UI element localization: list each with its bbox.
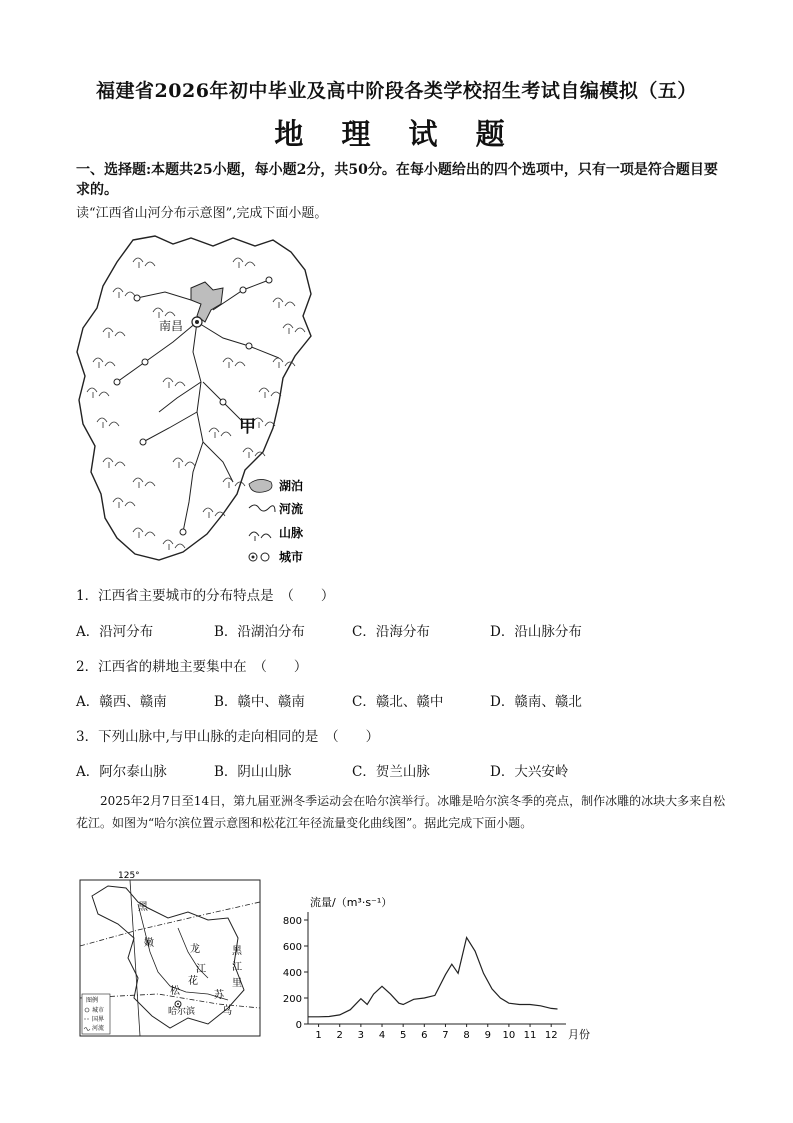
x-tick-label: 1	[315, 1030, 322, 1041]
harbin-map	[78, 868, 268, 1038]
chart-ylabel: 流量/（m³·s⁻¹）	[310, 896, 393, 909]
runoff-line	[308, 938, 558, 1017]
x-tick-label: 4	[378, 1030, 386, 1041]
lake-icon	[249, 479, 272, 492]
map-label-nen: 嫩	[144, 938, 154, 949]
city-icon	[249, 553, 269, 561]
question-1: 1．江西省主要城市的分布特点是 （ ）	[76, 588, 335, 604]
x-tick-label: 11	[523, 1030, 537, 1041]
map-label-hei-2: 黑	[232, 946, 242, 957]
legend-city: 城市	[92, 1007, 105, 1014]
legend-mountain: 山脉	[279, 526, 304, 540]
x-tick-label: 5	[399, 1030, 407, 1041]
y-tick-label: 400	[282, 968, 302, 979]
section-heading: 一、选择题:本题共25小题，每小题2分，共50分。在每小题给出的四个选项中，只有一项是符合题目要求的。	[76, 162, 718, 198]
map-label-harbin: 哈尔滨	[168, 1007, 196, 1017]
legend-title: 图例	[86, 997, 99, 1004]
chart-xlabel: 月份	[568, 1028, 590, 1041]
x-tick-label: 10	[502, 1030, 516, 1041]
x-tick-label: 6	[421, 1030, 428, 1041]
q3-option-a[interactable]: A．阿尔泰山脉	[76, 764, 167, 780]
exam-title: 福建省2026年初中毕业及高中阶段各类学校招生考试自编模拟（五）	[96, 80, 697, 102]
map-label-hua: 花	[188, 976, 198, 987]
city-markers	[114, 277, 272, 535]
y-tick-label: 200	[282, 994, 302, 1005]
runoff-chart	[270, 890, 600, 1050]
x-tick-label: 2	[336, 1030, 343, 1041]
capital-city-icon	[192, 317, 202, 327]
map-label-su: 苏	[214, 990, 224, 1001]
mountain-icon	[249, 532, 271, 541]
map-label-jiang-1: 江	[196, 964, 206, 975]
legend-river: 河流	[92, 1025, 105, 1032]
q1-option-c[interactable]: C．沿海分布	[352, 624, 430, 640]
harbin-map-legend	[82, 994, 110, 1034]
map-label-song: 松	[170, 986, 180, 997]
question-3: 3．下列山脉中,与甲山脉的走向相同的是 （ ）	[76, 729, 380, 745]
x-tick-label: 3	[357, 1030, 365, 1041]
mountain-jia-label: 甲	[239, 417, 256, 437]
passage-harbin: 2025年2月7日至14日，第九届亚洲冬季运动会在哈尔滨举行。冰雕是哈尔滨冬季的亮点，制作冰雕的冰块大多来自松花江。如图为“哈尔滨位置示意图和松花江年径流量变化曲线图”。据此完成下面小题。	[76, 794, 726, 830]
river-icon	[249, 505, 275, 512]
x-tick-label: 8	[463, 1030, 470, 1041]
q3-option-b[interactable]: B．阴山山脉	[214, 764, 292, 780]
x-tick-label: 9	[484, 1030, 491, 1041]
y-tick-label: 600	[282, 942, 302, 953]
y-tick-label: 800	[282, 916, 302, 927]
province-outline	[77, 236, 311, 560]
q1-option-a[interactable]: A．沿河分布	[76, 624, 154, 640]
map-label-long: 龙	[190, 944, 200, 955]
subject-title: 地 理 试 题	[274, 117, 519, 151]
jiangxi-map	[73, 232, 315, 564]
map-legend	[249, 478, 304, 564]
nanchang-label: 南昌	[159, 319, 184, 333]
q3-option-c[interactable]: C．贺兰山脉	[352, 764, 430, 780]
q2-option-b[interactable]: B．赣中、赣南	[214, 694, 305, 710]
x-tick-label: 7	[442, 1030, 449, 1041]
section-intro: 读“江西省山河分布示意图”,完成下面小题。	[76, 206, 328, 221]
legend-lake: 湖泊	[279, 479, 304, 493]
longitude-label: 125°	[118, 871, 140, 881]
q2-option-c[interactable]: C．赣北、赣中	[352, 694, 444, 710]
map-label-li: 里	[232, 978, 242, 989]
map-label-jiang-2: 江	[232, 962, 242, 973]
q1-option-d[interactable]: D．沿山脉分布	[490, 624, 582, 640]
legend-city: 城市	[279, 550, 304, 564]
q2-option-a[interactable]: A．赣西、赣南	[76, 694, 167, 710]
q1-option-b[interactable]: B．沿湖泊分布	[214, 624, 305, 640]
q2-option-d[interactable]: D．赣南、赣北	[490, 694, 582, 710]
legend-border: 国界	[92, 1016, 105, 1023]
legend-river: 河流	[279, 502, 304, 516]
map-label-wu: 乌	[222, 1006, 232, 1017]
x-tick-label: 12	[544, 1030, 558, 1041]
poyang-lake	[191, 282, 223, 322]
q3-option-d[interactable]: D．大兴安岭	[490, 764, 569, 780]
y-tick-label: 0	[295, 1020, 302, 1031]
question-2: 2．江西省的耕地主要集中在 （ ）	[76, 659, 308, 675]
map-label-hei: 黑	[138, 902, 148, 913]
